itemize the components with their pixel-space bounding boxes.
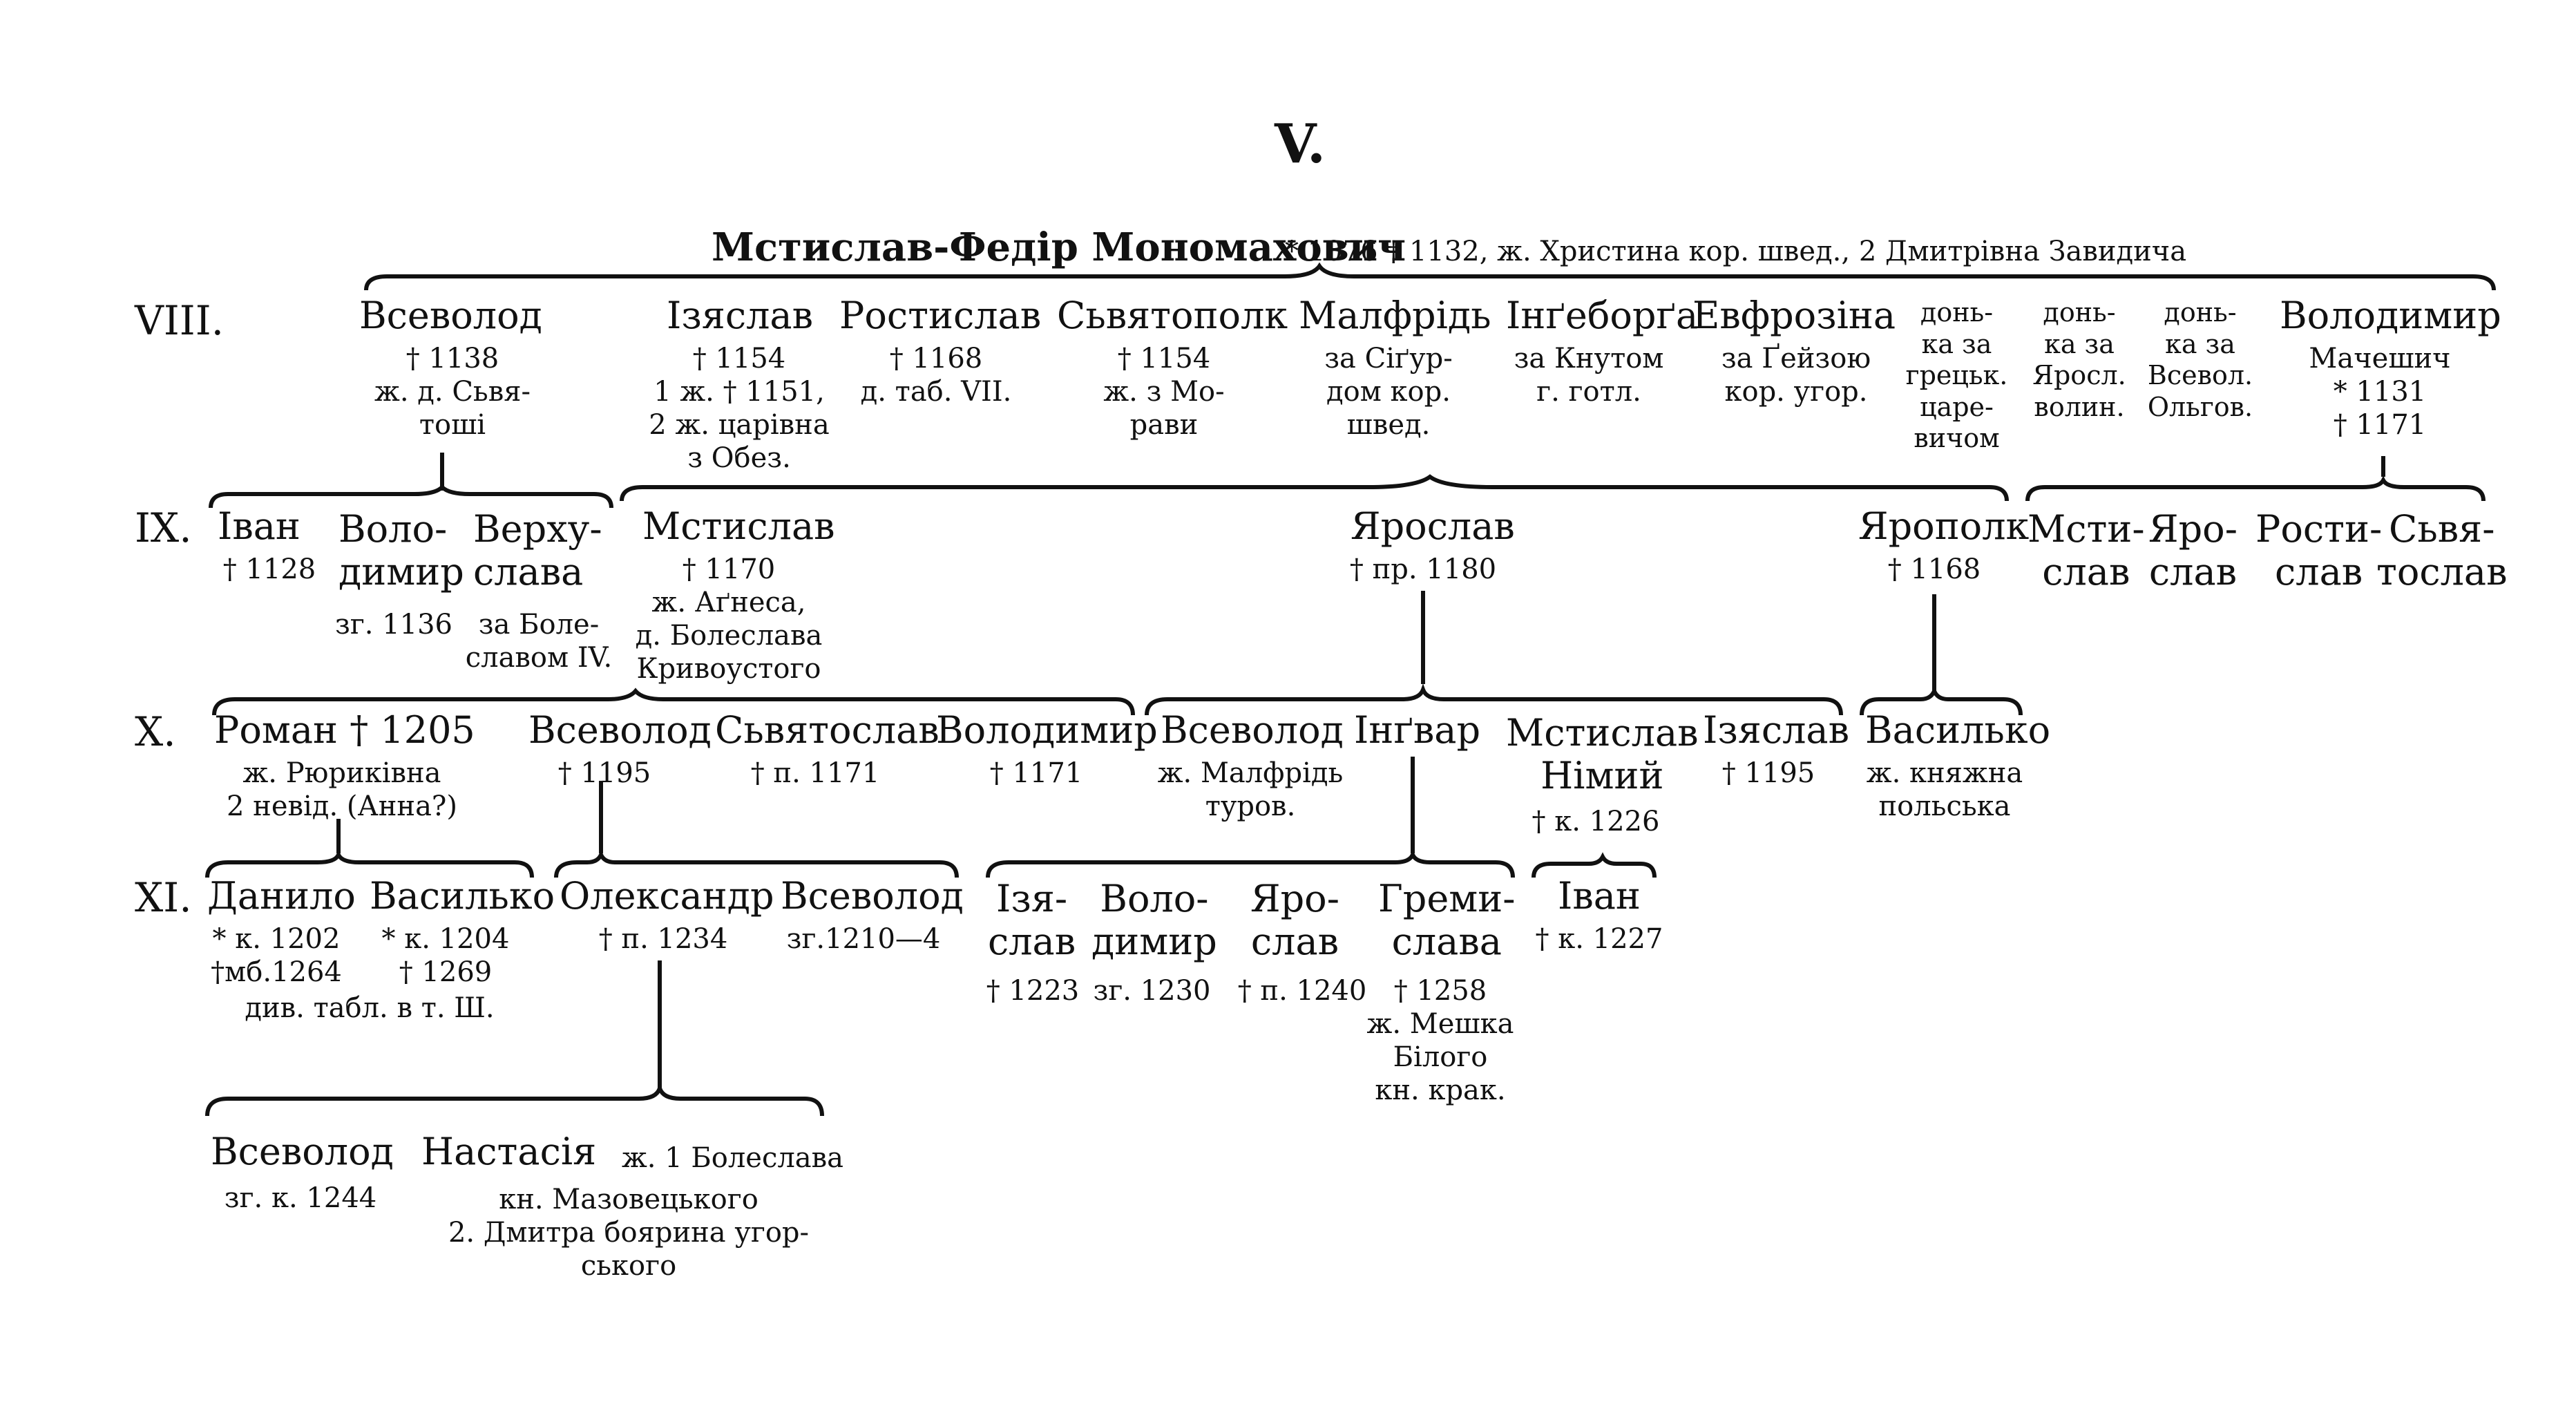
person-sviatopolk-viii: Сьвятополк (1057, 294, 1288, 337)
person-vsevolod-xii-info: зг. к. 1244 (224, 1182, 377, 1214)
person-oleksandr-xi: Олександр (560, 874, 774, 918)
person-volodymyr-x: Володимир (936, 708, 1158, 752)
person-vasylko-x: Василько (1865, 708, 2051, 752)
person-malfrid-viii-info: за Сіґур- дом кор. швед. (1324, 343, 1453, 441)
person-yaroslav-ix: Ярослав (1351, 504, 1515, 548)
person-ingvar-x: Інґвар (1354, 708, 1481, 752)
person-ivan-ix: Іван (218, 504, 300, 548)
person-verkhuslava-ix-info: за Боле- славом IV. (465, 609, 613, 674)
person-mstyslav-ix: Мстислав (642, 504, 835, 548)
person-verkhuslava-ix: Верху- слава (473, 507, 602, 594)
person-daughter-yaroslav: донь- ка за Яросл. волин. (2032, 297, 2126, 422)
person-iziaslav-xi: Ізя- слав (988, 877, 1076, 964)
person-rostyslav-viii-info: † 1168 д. таб. VII. (860, 343, 1012, 408)
person-volodymyr-xi: Воло- димир (1091, 877, 1217, 964)
person-ivan-ix-info: † 1128 (222, 553, 316, 585)
generation-label-ix: IX. (135, 504, 192, 551)
person-iziaslav-xi-info: † 1223 (986, 975, 1080, 1007)
person-volodymyr-xi-info: зг. 1230 (1093, 975, 1211, 1007)
person-vsevolod-viii: Всеволод (359, 294, 542, 337)
person-ingeborg-viii: Інґеборґа (1506, 294, 1699, 337)
iziaslav-children-brace (622, 477, 2007, 501)
person-iziaslav-viii: Ізяслав (667, 294, 813, 337)
person-vsevolod-viii-info: † 1138 ж. д. Сьвя- тоші (374, 343, 531, 441)
person-volodymyr-viii-info: Мачешич * 1131 † 1171 (2309, 343, 2451, 441)
person-vsevolod-x-info: † 1195 (557, 757, 651, 789)
table-number: V. (1275, 113, 1326, 176)
person-mstyslav-nimyi-x: Мстислав Німий (1506, 711, 1699, 798)
person-iziaslav-x: Ізяслав (1703, 708, 1849, 752)
person-roman-x: Роман † 1205 (214, 708, 475, 752)
person-mstyslav-nimyi-x-info: † к. 1226 (1532, 806, 1660, 837)
person-sviatoslav-x: Сьвятослав (715, 708, 939, 752)
person-daughter-greek: донь- ка за грецьк. царе- вичом (1905, 297, 2008, 454)
person-nastasia-xii-info: кн. Мазовецького 2. Дмитра боярина угор- ського (448, 1184, 810, 1282)
person-danylo-xi-note: див. табл. в т. Ш. (245, 992, 495, 1024)
person-vasylko-xi: Василько (370, 874, 555, 918)
person-danylo-xi-info: * к. 1202 †мб.1264 (211, 923, 342, 988)
person-nastasia-xii-marriage: ж. 1 Болеслава (622, 1142, 843, 1174)
person-volodymyr-ix: Воло- димир (338, 507, 464, 594)
oleksandr-children-brace (207, 1088, 822, 1116)
person-roman-x-info: ж. Рюриківна 2 невід. (Анна?) (227, 757, 457, 822)
person-danylo-xi: Данило (207, 874, 356, 918)
person-ivan-xi: Іван (1558, 874, 1641, 918)
person-yaropolk-ix: Ярополк (1858, 504, 2030, 548)
person-oleksandr-xi-info: † п. 1234 (598, 923, 728, 955)
person-vasylko-x-info: ж. княжна польська (1866, 757, 2023, 822)
ingvar-children-brace (988, 855, 1513, 878)
person-vsevolod-xi-info: зг.1210—4 (786, 923, 941, 955)
person-vsevolod-xi: Всеволод (781, 874, 964, 918)
person-nastasia-xii: Настасія (421, 1130, 597, 1173)
person-volodymyr-ix-info: зг. 1136 (335, 609, 452, 641)
person-vsevolod-x: Всеволод (528, 708, 712, 752)
person-iziaslav-viii-info: † 1154 1 ж. † 1151, 2 ж. царівна з Обез. (649, 343, 830, 474)
person-yaroslav2-ix: Яро- слав (2148, 507, 2238, 594)
generation-label-x: X. (135, 708, 176, 755)
person-vsevolod2-x: Всеволод (1161, 708, 1344, 752)
generation-label-viii: VIII. (135, 297, 225, 344)
person-vasylko-xi-info: * к. 1204 † 1269 (381, 923, 510, 988)
person-yaroslav-xi: Яро- слав (1250, 877, 1339, 964)
person-yaroslav-xi-info: † п. 1240 (1237, 975, 1367, 1007)
person-rostyslav2-ix: Рости- слав (2255, 507, 2383, 594)
person-daughter-vsevolod: донь- ка за Всевол. Ольгов. (2147, 297, 2253, 422)
person-ivan-xi-info: † к. 1227 (1535, 923, 1663, 955)
person-rostyslav-viii: Ростислав (839, 294, 1042, 337)
person-sviatoslav2-ix: Сьвя- тослав (2376, 507, 2508, 594)
person-sviatoslav-x-info: † п. 1171 (750, 757, 880, 789)
root-name: Мстислав-Федір Мономахович (712, 225, 1406, 270)
person-mstyslav2-ix: Мсти- слав (2028, 507, 2145, 594)
person-evfrosina-viii: Евфрозіна (1692, 294, 1896, 337)
root-info: * 1076 † 1132, ж. Христина кор. швед., 2 Дмитрівна Завидича (1285, 236, 2187, 267)
person-evfrosina-viii-info: за Ґейзою кор. угор. (1721, 343, 1871, 408)
person-hremyslava-xi-info: † 1258 ж. Мешка Білого кн. крак. (1366, 975, 1514, 1106)
person-yaropolk-ix-info: † 1168 (1887, 553, 1981, 585)
person-vsevolod-xii: Всеволод (211, 1130, 394, 1173)
person-vsevolod2-x-info: ж. Малфрідь туров. (1157, 757, 1344, 822)
person-hremyslava-xi: Греми- слава (1378, 877, 1516, 964)
person-volodymyr-x-info: † 1171 (989, 757, 1083, 789)
person-volodymyr-viii: Володимир (2280, 294, 2501, 337)
person-mstyslav-ix-info: † 1170 ж. Аґнеса, д. Болеслава Кривоустого (635, 553, 823, 685)
person-iziaslav-x-info: † 1195 (1721, 757, 1815, 789)
person-ingeborg-viii-info: за Кнутом г. готл. (1514, 343, 1664, 408)
root-brace (366, 266, 2494, 290)
person-yaroslav-ix-info: † пр. 1180 (1349, 553, 1497, 585)
person-sviatopolk-viii-info: † 1154 ж. з Мо- рави (1103, 343, 1225, 441)
person-malfrid-viii: Малфрідь (1299, 294, 1491, 337)
volodymyr-children-brace (2028, 480, 2483, 501)
generation-label-xi: XI. (135, 874, 192, 921)
